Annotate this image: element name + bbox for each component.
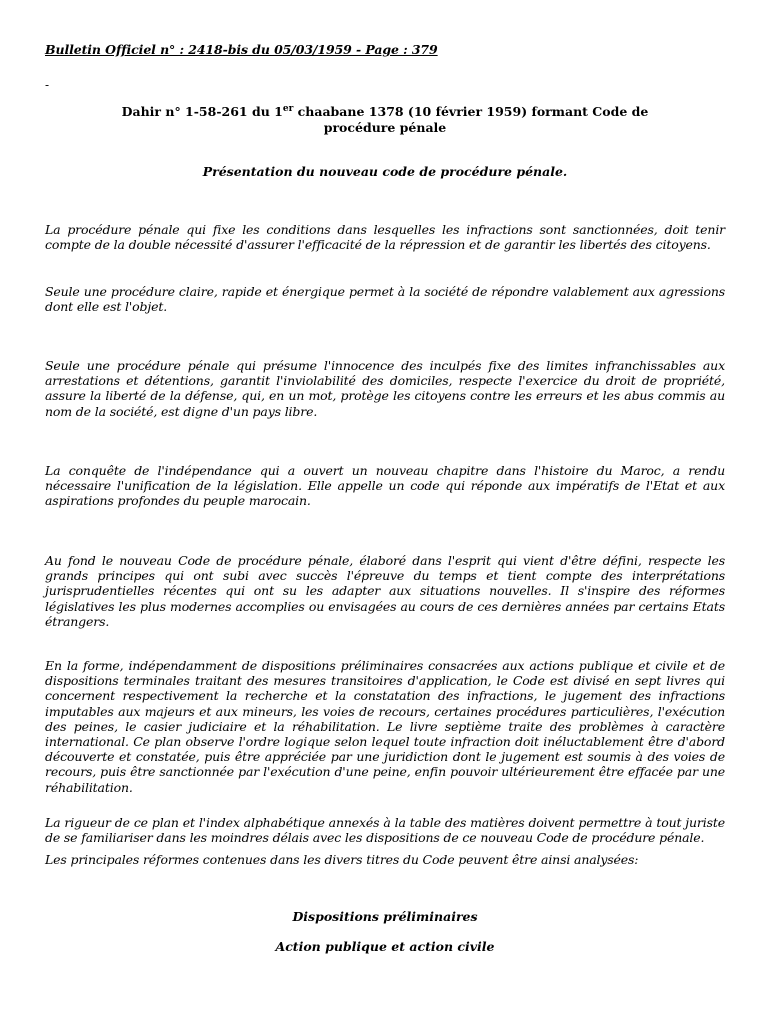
section-heading: Dispositions préliminaires	[292, 909, 478, 924]
title-line-2: procédure pénale	[323, 120, 447, 135]
paragraph: Les principales réformes contenues dans les divers titres du Code peuvent être ainsi analysées:	[45, 852, 639, 867]
paragraph: La rigueur de ce plan et l'index alphabétique annexés à la table des matières doivent permettre à tout juriste de se familiariser dans les moindres délais avec les dispositions de ce nouveau Code de procédure pénale.	[45, 815, 725, 846]
paragraph: La procédure pénale qui fixe les conditions dans lesquelles les infractions sont sanctionnées, doit tenir compte de la double nécessité d'assurer l'efficacité de la répression et de garantir les libertés des citoyens.	[45, 222, 725, 253]
paragraph: La conquête de l'indépendance qui a ouvert un nouveau chapitre dans l'histoire du Maroc, a rendu nécessaire l'unification de la législation. Elle appelle un code qui réponde aux impératifs de l'Etat et aux aspirations profondes du peuple marocain.	[45, 463, 725, 509]
paragraph: En la forme, indépendamment de dispositions préliminaires consacrées aux actions publique et civile et de dispositions terminales traitant des mesures transitoires d'application, le Code est divisé en sept livres qui concernent respectivement la recherche et la constatation des infractions, le jugement des infractions imputables aux majeurs et aux mineurs, les voies de recours, certaines procédures particulières, l'exécution des peines, le casier judiciaire et la réhabilitation. Le livre septième traite des problèmes à caractère international. Ce plan observe l'ordre logique selon lequel toute infraction doit inéluctablement être d'abord découverte et constatée, puis être appréciée par une juridiction dont le jugement est soumis à des voies de recours, puis être sanctionnée par l'exécution d'une peine, enfin pouvoir ultérieurement être effacée par une réhabilitation.	[45, 658, 725, 795]
paragraph: Seule une procédure pénale qui présume l'innocence des inculpés fixe des limites infranchissables aux arrestations et détentions, garantit l'inviolabilité des domiciles, respecte l'exercice du droit de propriété, assure la liberté de la défense, qui, en un mot, protège les citoyens contre les erreurs et les abus commis au nom de la société, est digne d'un pays libre.	[45, 358, 725, 419]
document-title	[100, 104, 670, 136]
paragraph: Seule une procédure claire, rapide et énergique permet à la société de répondre valablement aux agressions dont elle est l'objet.	[45, 284, 725, 315]
title-part-2: chaabane 1378 (10 février 1959) formant Code de	[293, 104, 649, 119]
title-part-1: Dahir n° 1-58-261 du 1	[121, 104, 283, 119]
dash-marker: -	[45, 78, 50, 92]
section-heading: Action publique et action civile	[275, 939, 495, 954]
title-superscript: er	[282, 104, 294, 114]
paragraph: Au fond le nouveau Code de procédure pénale, élaboré dans l'esprit qui vient d'être défini, respecte les grands principes qui ont subi avec succès l'épreuve du temps et tient compte des interprétations jurisprudentielles récentes qui ont su les adapter aux situations nouvelles. Il s'inspire des réformes législatives les plus modernes accomplies ou envisagées au cours de ces dernières années par certains Etats étrangers.	[45, 553, 725, 629]
document-subtitle: Présentation du nouveau code de procédure pénale.	[202, 164, 568, 179]
bulletin-reference: Bulletin Officiel n° : 2418-bis du 05/03/1959 - Page : 379	[45, 42, 438, 57]
